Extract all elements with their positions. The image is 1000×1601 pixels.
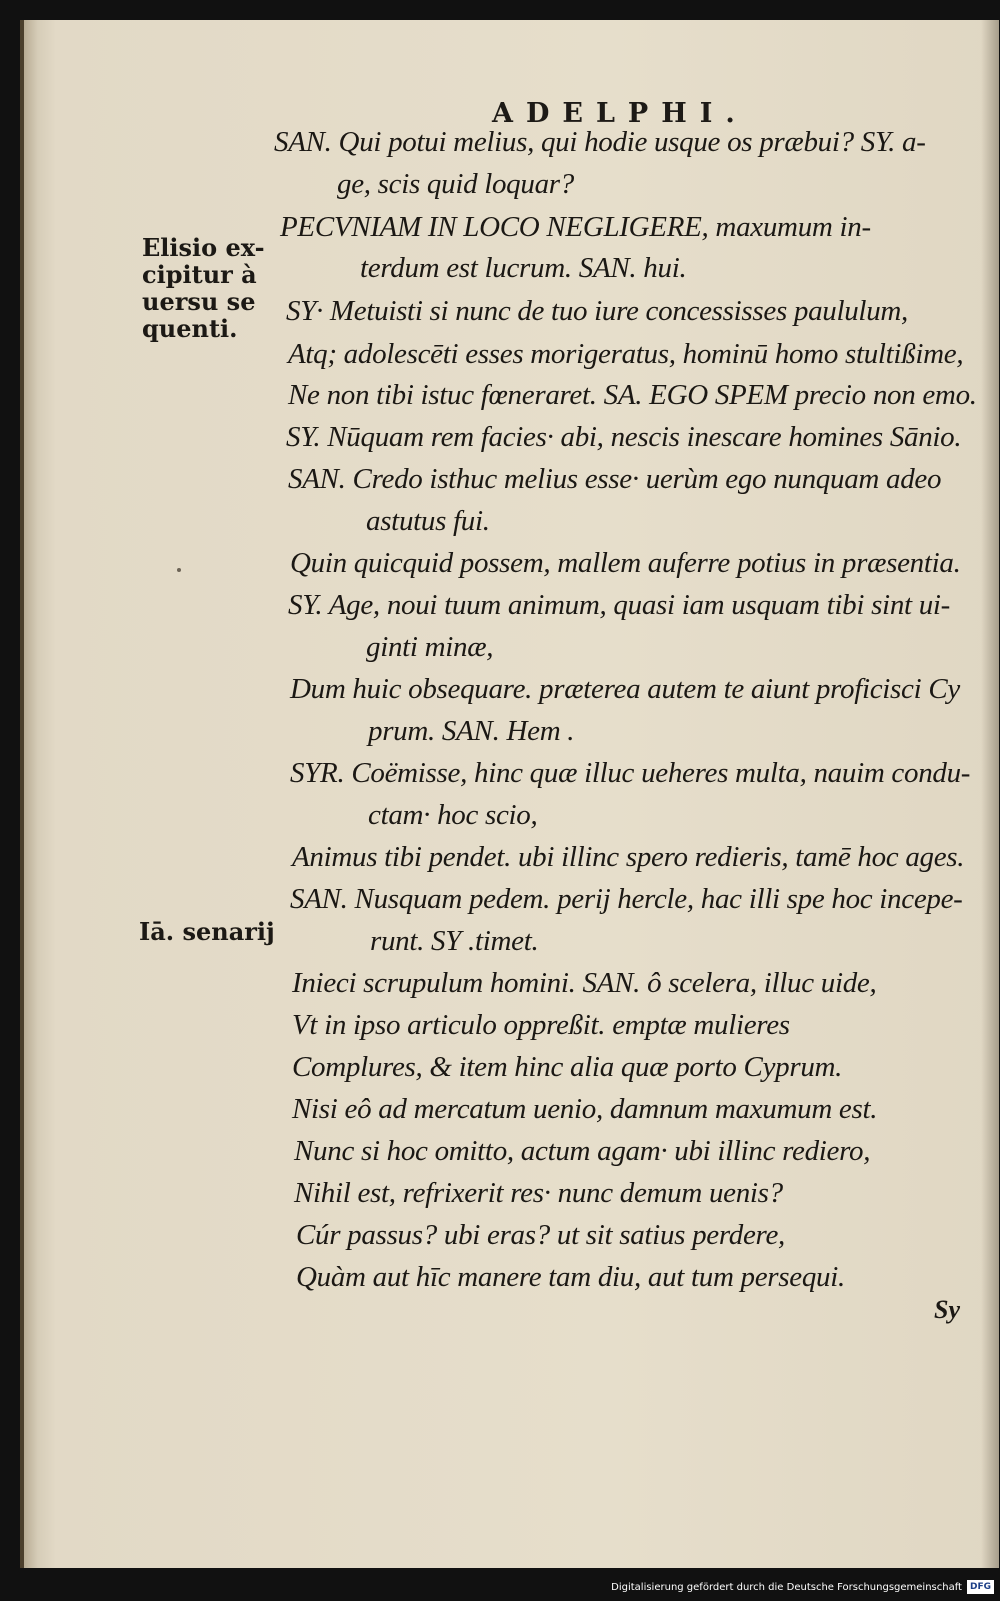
verse-line: terdum est lucrum. SAN. hui.: [360, 252, 687, 284]
verse-line: ginti minæ,: [366, 631, 494, 663]
verse-line: Dum huic obsequare. præterea autem te aiunt proficisci Cy: [290, 673, 960, 705]
verse-line: PECVNIAM IN LOCO NEGLIGERE, maxumum in-: [280, 211, 871, 243]
verse-line: SAN. Qui potui melius, qui hodie usque os præbui? SY. a-: [274, 126, 926, 158]
verse-line: ge, scis quid loquar?: [337, 168, 574, 200]
verse-line: SY· Metuisti si nunc de tuo iure concessisses paululum,: [286, 295, 908, 327]
verse-line: Quàm aut hīc manere tam diu, aut tum persequi.: [296, 1261, 845, 1293]
dfg-logo: DFG: [967, 1580, 994, 1594]
verse-line: Nunc si hoc omitto, actum agam· ubi illinc rediero,: [294, 1135, 871, 1167]
verse-line: ctam· hoc scio,: [368, 799, 538, 831]
verse-line: prum. SAN. Hem .: [368, 715, 575, 747]
verse-line: SY. Age, noui tuum animum, quasi iam usquam tibi sint ui-: [288, 589, 951, 621]
verse-line: Animus tibi pendet. ubi illinc spero redieris, tamē hoc ages.: [292, 841, 965, 873]
ink-speck: [177, 568, 181, 572]
margin-note-text: Elisio ex- cipitur à uersu se quenti.: [142, 233, 265, 343]
verse-line: Vt in ipso articulo oppreßit. emptæ mulieres: [292, 1009, 790, 1041]
running-head: ADELPHI.: [492, 98, 748, 129]
verse-line: Nihil est, refrixerit res· nunc demum uenis?: [294, 1177, 783, 1209]
digitization-credit: [611, 1576, 994, 1598]
verse-line: Cúr passus? ubi eras? ut sit satius perdere,: [296, 1219, 785, 1251]
verse-line: SYR. Coëmisse, hinc quæ illuc ueheres multa, nauim condu-: [290, 757, 971, 789]
margin-note-senarii: [139, 918, 275, 945]
verse-line: SY. Nūquam rem facies· abi, nescis inescare homines Sānio.: [286, 421, 962, 453]
credit-text: Digitalisierung gefördert durch die Deutsche Forschungsgemeinschaft: [611, 1581, 962, 1593]
verse-line: Complures, & item hinc alia quæ porto Cyprum.: [292, 1051, 843, 1083]
verse-line: SAN. Credo isthuc melius esse· uerùm ego nunquam adeo: [288, 463, 942, 495]
verse-line: astutus fui.: [366, 505, 490, 537]
catchword: Sy: [934, 1295, 960, 1324]
margin-note-text: Iā. senarij: [139, 917, 275, 946]
verse-line: SAN. Nusquam pedem. perij hercle, hac illi spe hoc incepe-: [290, 883, 963, 915]
verse-line: runt. SY .timet.: [370, 925, 539, 957]
verse-line: Ne non tibi istuc fœneraret. SA. EGO SPEM precio non emo.: [288, 379, 977, 411]
book-page: [20, 20, 999, 1568]
verse-line: Atq; adolescēti esses morigeratus, hominū homo stultißime,: [288, 338, 964, 370]
verse-line: Nisi eô ad mercatum uenio, damnum maxumum est.: [292, 1093, 878, 1125]
verse-line: Inieci scrupulum homini. SAN. ô scelera, illuc uide,: [292, 967, 877, 999]
margin-note-elisio: [142, 234, 265, 342]
verse-line: Quin quicquid possem, mallem auferre potius in præsentia.: [290, 547, 961, 579]
